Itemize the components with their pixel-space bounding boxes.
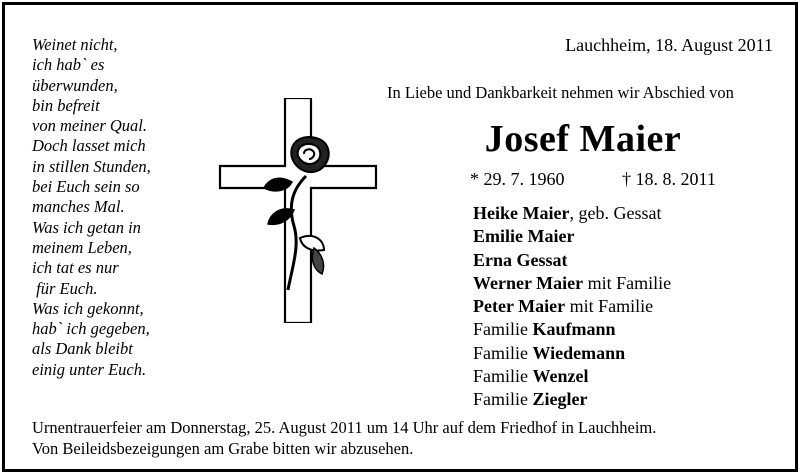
mourner: Peter Maier mit Familie bbox=[473, 296, 654, 317]
place-date: Lauchheim, 18. August 2011 bbox=[565, 35, 773, 55]
poem-line: für Euch. bbox=[32, 278, 98, 298]
poem-line: bin befreit bbox=[32, 95, 100, 115]
poem-line: bei Euch sein so bbox=[32, 177, 140, 197]
cross-with-rose-icon bbox=[218, 98, 378, 323]
poem-line: hab` ich gegeben, bbox=[32, 319, 150, 339]
death-date: † 18. 8. 2011 bbox=[622, 169, 716, 189]
poem-line: in stillen Stunden, bbox=[32, 156, 151, 176]
condolence-note: Von Beileidsbezeigungen am Grabe bitten wir abzusehen. bbox=[32, 439, 414, 458]
mourner: Familie Ziegler bbox=[473, 389, 588, 410]
life-dates bbox=[470, 169, 770, 190]
poem-line: von meiner Qual. bbox=[32, 116, 148, 136]
poem-line: als Dank bleibt bbox=[32, 339, 133, 359]
poem-line: einig unter Euch. bbox=[32, 359, 147, 379]
poem-line: ich hab` es bbox=[32, 55, 105, 75]
mourner: Familie Kaufmann bbox=[473, 319, 616, 340]
deceased-name: Josef Maier bbox=[484, 118, 682, 160]
mourner: Familie Wenzel bbox=[473, 366, 589, 387]
poem-line: Weinet nicht, bbox=[32, 35, 118, 54]
poem-line: manches Mal. bbox=[32, 197, 125, 217]
intro-text: In Liebe und Dankbarkeit nehmen wir Abschied von bbox=[387, 83, 734, 102]
poem-line: Doch lasset mich bbox=[32, 136, 146, 156]
birth-date: * 29. 7. 1960 bbox=[470, 169, 565, 189]
poem-line: überwunden, bbox=[32, 75, 118, 95]
mourner: Heike Maier, geb. Gessat bbox=[473, 203, 662, 223]
ceremony-info: Urnentrauerfeier am Donnerstag, 25. August 2011 um 14 Uhr auf dem Friedhof in Lauchheim. bbox=[32, 418, 657, 437]
mourner: Erna Gessat bbox=[473, 249, 568, 270]
obituary-notice bbox=[2, 2, 798, 472]
mourner: Emilie Maier bbox=[473, 226, 575, 247]
footer-text bbox=[32, 417, 656, 459]
poem bbox=[32, 35, 202, 380]
poem-line: meinem Leben, bbox=[32, 237, 132, 257]
mourner: Familie Wiedemann bbox=[473, 342, 626, 363]
mourner: Werner Maier mit Familie bbox=[473, 272, 672, 293]
poem-line: Was ich gekonnt, bbox=[32, 298, 144, 318]
poem-line: ich tat es nur bbox=[32, 258, 119, 278]
poem-line: Was ich getan in bbox=[32, 217, 141, 237]
mourners-list bbox=[473, 202, 671, 412]
